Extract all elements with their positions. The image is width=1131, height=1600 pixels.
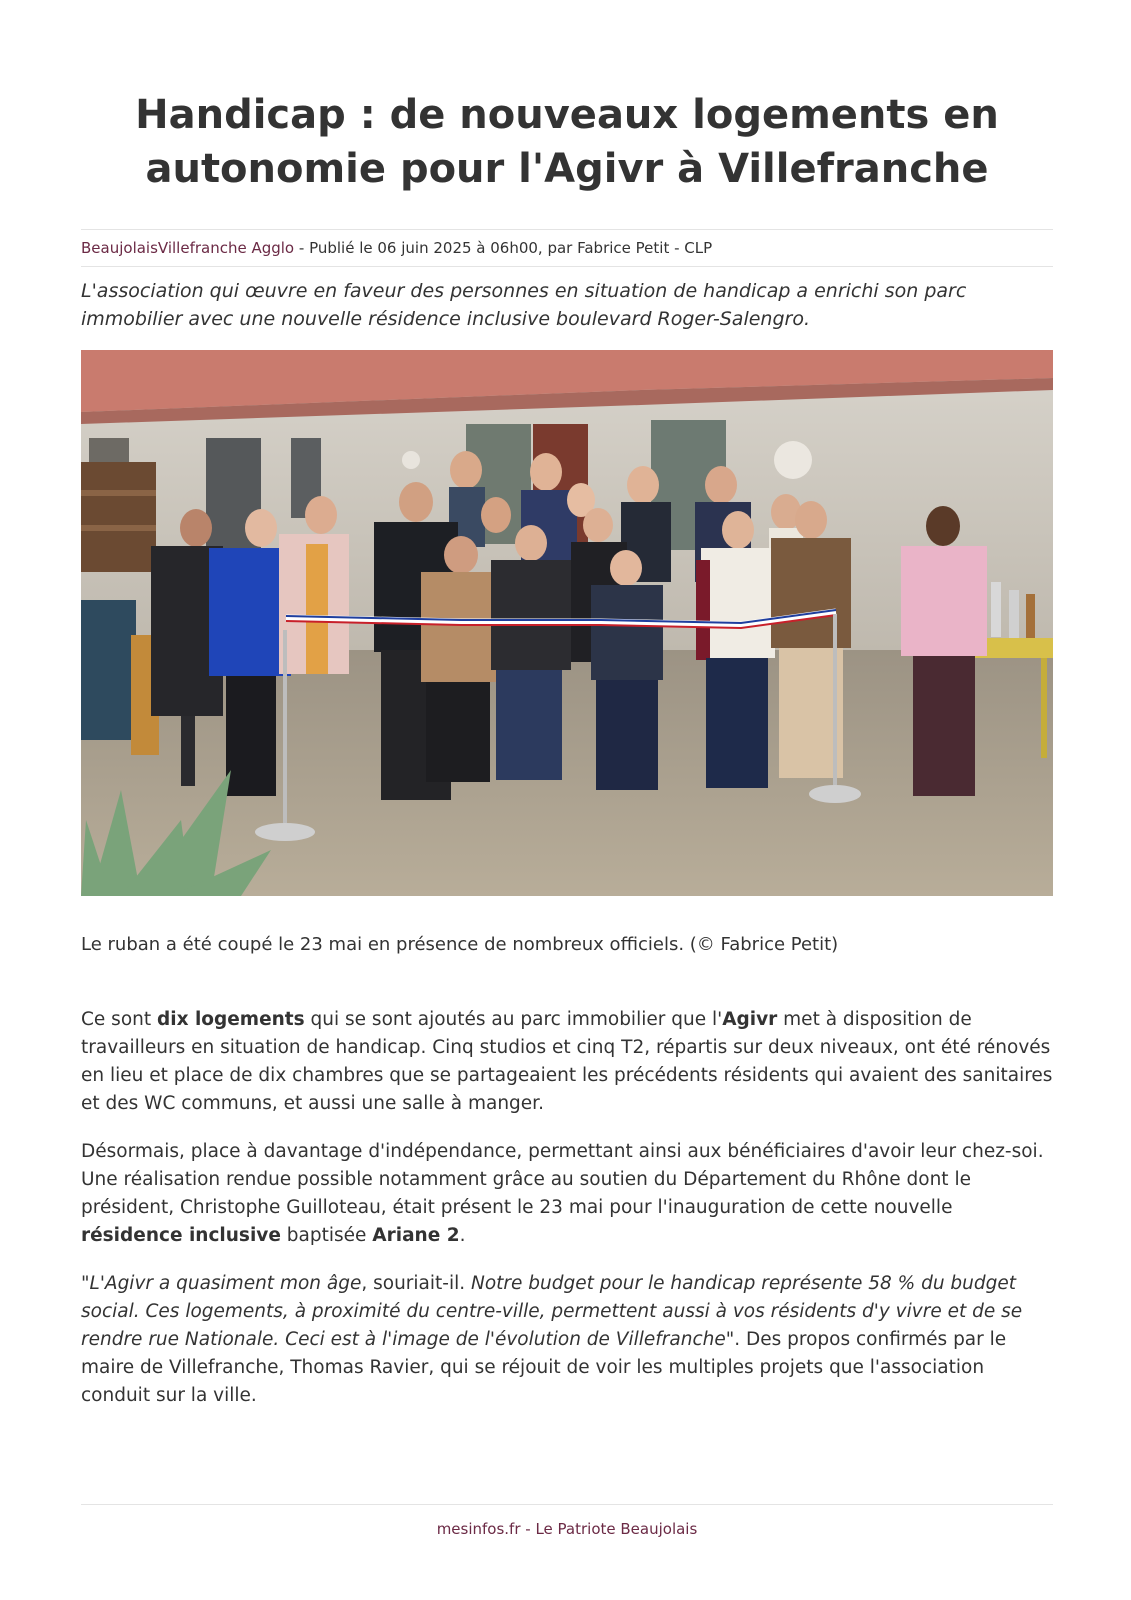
article-title: Handicap : de nouveaux logements en autonomie pour l'Agivr à Villefranche bbox=[135, 92, 999, 192]
paragraph-2 bbox=[81, 1138, 1053, 1250]
article-meta bbox=[81, 230, 1053, 266]
italic-run: Notre budget pour le handicap représente 58 % du budget social. Ces logements, à proximité du centre-ville, permettent aussi à vos résidents d'y vivre et de se rendre rue Nationale. Ceci est à l'image de l'évolution de Villefranche bbox=[81, 1273, 1023, 1350]
text-run: qui se sont ajoutés au parc immobilier que l' bbox=[304, 1009, 723, 1030]
article bbox=[81, 0, 1053, 1410]
article-lead: L'association qui œuvre en faveur des personnes en situation de handicap a enrichi son parc immobilier avec une nouvelle résidence inclusive boulevard Roger-Salengro. bbox=[81, 280, 967, 330]
text-run: " bbox=[81, 1273, 90, 1294]
article-photo bbox=[81, 350, 1053, 896]
bold-run: Agivr bbox=[722, 1009, 778, 1030]
text-run: met à disposition de travailleurs en situation de handicap. Cinq studios et cinq T2, répartis sur deux niveaux, ont été rénovés en lieu et place de dix chambres que se partageaient les précédents résidents qui avaient des sanitaires et des WC communs, et aussi une salle à manger. bbox=[81, 1009, 1053, 1114]
article-body bbox=[81, 1006, 1053, 1410]
text-run: Ce sont bbox=[81, 1009, 157, 1030]
italic-run: L'Agivr a quasiment mon âge bbox=[89, 1273, 362, 1294]
publish-info: - Publié le 06 juin 2025 à 06h00, par Fabrice Petit - CLP bbox=[294, 239, 713, 257]
bold-run: résidence inclusive bbox=[81, 1225, 281, 1246]
photo-caption: Le ruban a été coupé le 23 mai en présence de nombreux officiels. (© Fabrice Petit) bbox=[81, 934, 839, 955]
footer-source[interactable]: mesinfos.fr - Le Patriote Beaujolais bbox=[436, 1520, 698, 1538]
meta-bottom-divider bbox=[81, 266, 1053, 267]
bold-run: Ariane 2 bbox=[372, 1225, 460, 1246]
paragraph-3 bbox=[81, 1270, 1053, 1410]
text-run: ". Des propos confirmés par le maire de Villefranche, Thomas Ravier, qui se réjouit de voir les multiples projets que l'association conduit sur la ville. bbox=[81, 1329, 1007, 1406]
text-run: Désormais, place à davantage d'indépendance, permettant ainsi aux bénéficiaires d'avoir leur chez-soi. Une réalisation rendue possible notamment grâce au soutien du Département du Rhône dont le président, Christophe Guilloteau, était présent le 23 mai pour l'inauguration de cette nouvelle bbox=[81, 1141, 1044, 1218]
footer-divider bbox=[81, 1504, 1053, 1505]
text-run: baptisée bbox=[280, 1225, 373, 1246]
text-run: , souriait-il. bbox=[361, 1273, 471, 1294]
text-run: . bbox=[459, 1225, 466, 1246]
category-link[interactable]: BeaujolaisVillefranche Agglo bbox=[81, 239, 295, 257]
bold-run: dix logements bbox=[157, 1009, 305, 1030]
paragraph-1 bbox=[81, 1006, 1053, 1118]
